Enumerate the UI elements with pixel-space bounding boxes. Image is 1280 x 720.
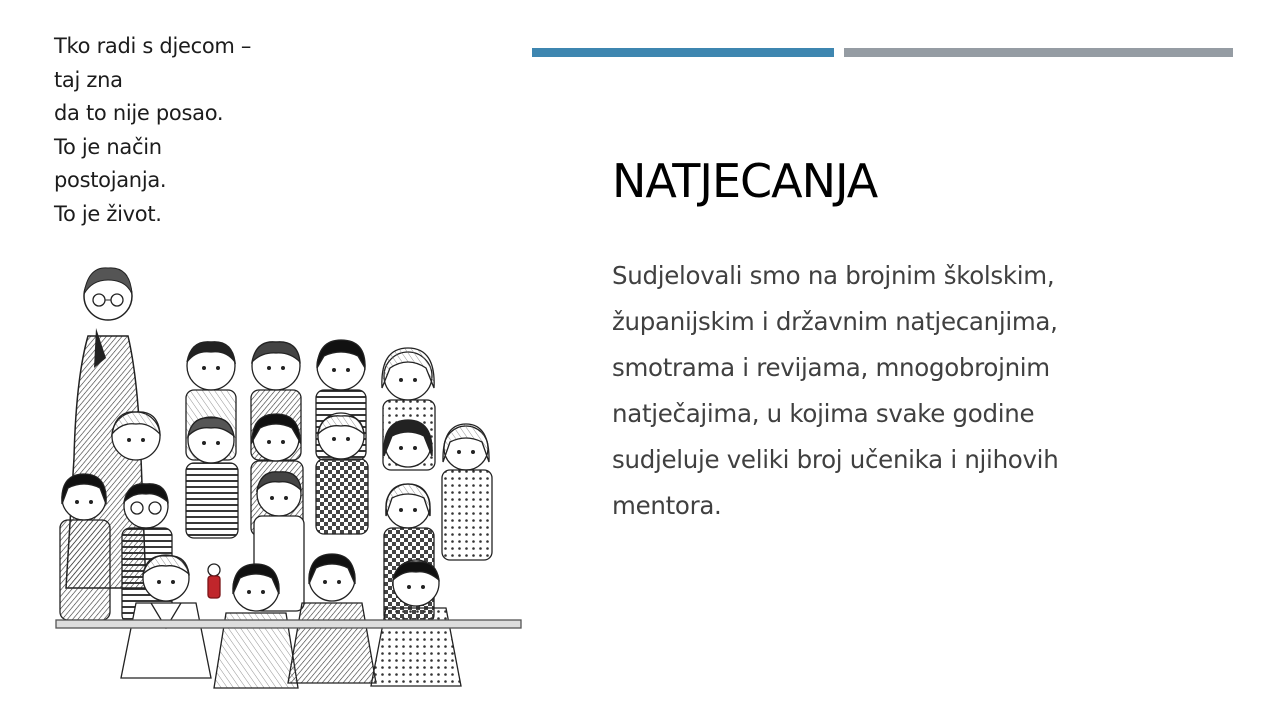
quote-line: postojanja.: [54, 168, 167, 192]
quote-line: To je način: [54, 134, 162, 159]
slide-title: NATJECANJA: [612, 154, 878, 208]
body-line: Sudjelovali smo na brojnim školskim,: [612, 261, 1055, 290]
body-line: smotrama i revijama, mnogobrojnim: [612, 353, 1050, 382]
body-line: sudjeluje veliki broj učenika i njihovih: [612, 445, 1059, 474]
body-line: natječajima, u kojima svake godine: [612, 399, 1035, 428]
handwritten-quote: [54, 30, 354, 231]
quote-line: taj zna: [54, 67, 123, 92]
quote-line: To je život.: [54, 201, 162, 226]
red-doll-figure: [208, 564, 220, 598]
accent-bar-blue: [532, 48, 834, 57]
body-paragraph: [612, 253, 1212, 529]
children-group-illustration: [36, 258, 536, 708]
quote-line: Tko radi s djecom –: [54, 34, 252, 58]
quote-line: da to nije posao.: [54, 101, 224, 125]
accent-bar-gray: [844, 48, 1233, 57]
body-line: županijskim i državnim natjecanjima,: [612, 307, 1058, 336]
body-line: mentora.: [612, 491, 722, 520]
